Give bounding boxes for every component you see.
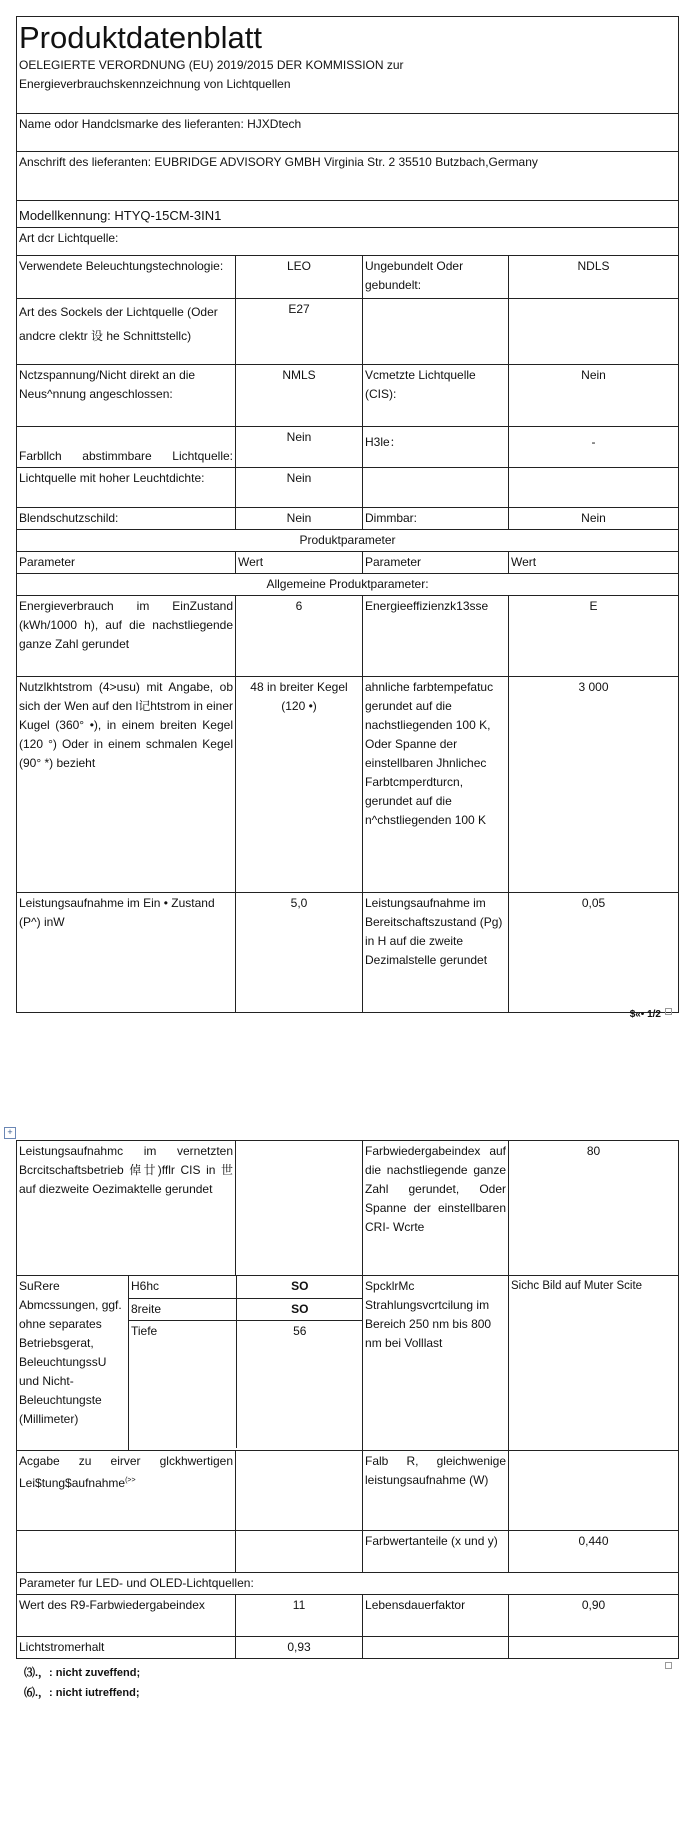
efficiency-label: Energieeffizienzk13sse [363, 596, 509, 677]
empty-cell [17, 1531, 236, 1573]
table-row [17, 365, 679, 427]
power-on-label: Leistungsaufnahme im Ein • Zustand (P^) inW [17, 893, 236, 1013]
document-title: Produktdatenblatt [19, 20, 263, 55]
row-value: Nein [509, 508, 679, 530]
product-params-heading: Produktparameter [17, 530, 679, 552]
equiv-value [236, 1451, 363, 1531]
maintenance-label: Lichtstromerhalt [17, 1637, 236, 1659]
row-label: Art des Sockels der Lichtquelle (Oder andcre clektr 设 he Schnittstellc) [17, 299, 236, 365]
model-label: Modellkennung: [19, 208, 111, 223]
cri-label: Farbwiedergabeindex auf die nachstliegende ganze Zahl gerundet, Oder Spanne der einstellbaren CRI- Wcrte [363, 1141, 509, 1276]
dim-depth-label: Tiefe [129, 1320, 236, 1448]
dim-height-value: SO [236, 1276, 363, 1298]
row-label: Nctzspannung/Nicht direkt an die Neus^nnung angeschlossen: [17, 365, 236, 427]
energy-label: Energieverbrauch im EinZustand (kWh/1000 h), auf die nachstliegende ganze Zahl gerundet [17, 596, 236, 677]
table-row [17, 299, 679, 365]
empty-cell [363, 1637, 509, 1659]
col-header-value: Wert [236, 552, 363, 574]
dim-depth-value: 56 [293, 1323, 307, 1338]
led-params-heading: Parameter fur LED- und OLED-Lichtquellen: [17, 1573, 679, 1595]
page-corner-mark [665, 1662, 672, 1669]
row-label: Dimmbar: [363, 508, 509, 530]
col-header-value: Wert [509, 552, 679, 574]
spectral-label: SpcklrMc Strahlungsvcrtcilung im Bereich 250 nm bis 800 nm bei Volllast [363, 1276, 509, 1451]
dims-subtable-cell [129, 1276, 363, 1451]
table-row [17, 677, 679, 893]
table-row [17, 427, 679, 468]
row-value: Nein [236, 427, 363, 468]
row-label: Verwendete Beleuchtungstechnologie: [17, 256, 236, 299]
column-header-row [17, 552, 679, 574]
table-row [17, 1637, 679, 1659]
table-row [17, 508, 679, 530]
col-header-param: Parameter [363, 552, 509, 574]
maintenance-value: 0,93 [236, 1637, 363, 1659]
dims-subtable [129, 1276, 363, 1448]
standby-label: Leistungsaufnahme im Bereitschaftszustand (Pg) in H auf die zweite Dezimalstelle gerundet [363, 893, 509, 1013]
table-row [17, 1595, 679, 1637]
col-header-param: Parameter [17, 552, 236, 574]
row-label: Farbllch abstimmbare Lichtquelle: [17, 427, 236, 468]
row-value: - [509, 427, 679, 468]
row-value: Nein [236, 468, 363, 508]
net-standby-value [236, 1141, 363, 1276]
flux-value: 48 in breiter Kegel (120 •) [236, 677, 363, 893]
equiv-label: Acgabe zu eirver glckhwertigen Lei$tung$aufnahme(>> [17, 1451, 236, 1531]
net-standby-label: Leistungsaufnahmc im vernetzten Bcrcitschaftsbetrieb 倬廿)fflr CIS in 世 auf diezweite Oezimaktelle gerundet [17, 1141, 236, 1276]
general-params-heading: Allgemeine Produktparameter: [17, 574, 679, 596]
table-row [17, 256, 679, 299]
datasheet-table-2 [16, 1140, 679, 1659]
page-1 [16, 16, 678, 1013]
cct-value: 3 000 [509, 677, 679, 893]
spectral-value: Sichc Bild auf Muter Scite [509, 1276, 679, 1451]
dim-width-value: SO [236, 1298, 363, 1320]
table-row [17, 468, 679, 508]
table-row [17, 1531, 679, 1573]
dims-label: SuRere Abmcssungen, ggf. ohne separates Betriebsgerat, BeleuchtungssU und Nicht-Beleuchtungste (Millimeter) [17, 1276, 129, 1451]
regulation-line-2: Energieverbrauchskennzeichnung von Lichtquellen [19, 77, 291, 91]
dim-height-label: H6hc [129, 1276, 236, 1298]
table-row [17, 1451, 679, 1531]
page-corner-mark [665, 1008, 672, 1015]
page-number: $«• 1/2 [629, 1009, 661, 1020]
chroma-label: Farbwertanteile (x und y) [363, 1531, 509, 1573]
energy-value: 6 [236, 596, 363, 677]
r-value [509, 1451, 679, 1531]
flux-label: Nutzlkhtstrom (4>usu) mit Angabe, ob sich der Wen auf den l记htstrom in einer Kugel (360° •), in einem breiten Kegel (120 °) Oder in einem schmalen Kegel (90° *) bezieht [17, 677, 236, 893]
row-label: Blendschutzschild: [17, 508, 236, 530]
row-label: Lichtquelle mit hoher Leuchtdichte: [17, 468, 236, 508]
dim-width-label: 8reite [129, 1298, 236, 1320]
empty-cell [509, 1637, 679, 1659]
table-row [17, 596, 679, 677]
row-value [509, 299, 679, 365]
r9-value: 11 [236, 1595, 363, 1637]
r9-label: Wert des R9-Farbwiedergabeindex [17, 1595, 236, 1637]
lifetime-value: 0,90 [509, 1595, 679, 1637]
row-value: E27 [236, 299, 363, 365]
row-value: Nein [236, 508, 363, 530]
row-label: H3le： [363, 427, 509, 468]
model-identifier [17, 201, 679, 228]
empty-cell [236, 1531, 363, 1573]
chroma-value: 0,440 [509, 1531, 679, 1573]
title-cell [17, 17, 679, 114]
table-row [17, 893, 679, 1013]
efficiency-value: E [509, 596, 679, 677]
lifetime-label: Lebensdauerfaktor [363, 1595, 509, 1637]
row-value: LEO [236, 256, 363, 299]
row-value: Nein [509, 365, 679, 427]
row-value: NDLS [509, 256, 679, 299]
row-label: Vcmetzte Lichtquelle (CIS): [363, 365, 509, 427]
row-value: NMLS [236, 365, 363, 427]
table-row [17, 1141, 679, 1276]
regulation-line-1: OELEGIERTE VERORDNUNG (EU) 2019/2015 DER KOMMISSION zur [19, 58, 404, 72]
r-label: Falb R, gleichwenige leistungsaufnahme (W) [363, 1451, 509, 1531]
supplier-name: Name odor Handclsmarke des lieferanten: HJXDtech [17, 114, 679, 152]
model-value: HTYQ-15CM-3IN1 [114, 208, 222, 223]
footnote-2: ⑹.，: nicht iutreffend; [24, 1687, 140, 1699]
cri-value: 80 [509, 1141, 679, 1276]
cct-label: ahnliche farbtempefatuc gerundet auf die nachstliegenden 100 K, Oder Spanne der einstellbaren Jhnlichec Farbtcmperdturcn, gerundet auf die n^chstliegenden 100 K [363, 677, 509, 893]
row-label: Ungebundelt Oder gebundelt: [363, 256, 509, 299]
power-on-value: 5,0 [236, 893, 363, 1013]
light-type-label: Art dcr Lichtquelle: [17, 228, 679, 256]
footnote-1: ⑶.，: nicht zuveffend; [24, 1667, 141, 1679]
row-label [363, 299, 509, 365]
row-label [363, 468, 509, 508]
table-row [17, 1276, 679, 1451]
supplier-address: Anschrift des lieferanten: EUBRIDGE ADVISORY GMBH Virginia Str. 2 35510 Butzbach,Germany [17, 152, 679, 201]
table-move-handle-icon[interactable]: + [4, 1127, 16, 1139]
page-2 [16, 1140, 678, 1659]
standby-value: 0,05 [509, 893, 679, 1013]
row-value [509, 468, 679, 508]
datasheet-table-1 [16, 16, 679, 1013]
